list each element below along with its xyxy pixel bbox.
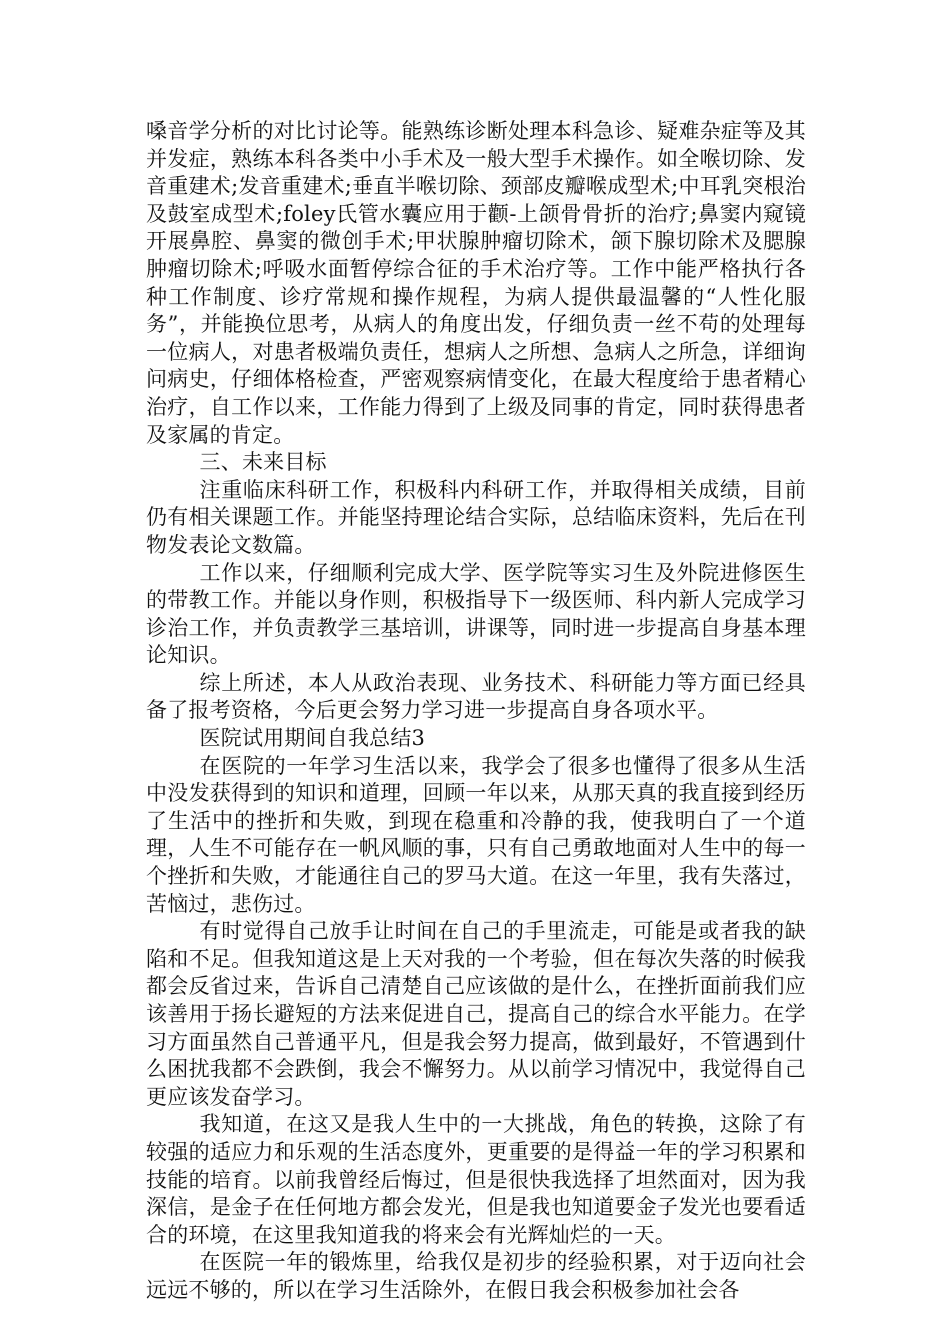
section-heading: 三、未来目标 — [199, 450, 327, 475]
paragraph: 工作以来，仔细顺利完成大学、医学院等实习生及外院进修医生的带教工作。并能以身作则，积极指导下一级医师、科内新人完成学习诊治工作，并负责教学三基培训，讲课等，同时进一步提高自身基本理论知识。 — [146, 560, 806, 668]
paragraph: 在医院的一年学习生活以来，我学会了很多也懂得了很多从生活中没发获得到的知识和道理，回顾一年以来，从那天真的我直接到经历了生活中的挫折和失败，到现在稳重和冷静的我，使我明白了一个道理，人生不可能存在一帆风顺的事，只有自己勇敢地面对人生中的每一个挫折和失败，才能通往自己的罗马大道。在这一年里，我有失落过，苦恼过，悲伤过。 — [146, 753, 806, 916]
paragraph: 注重临床科研工作，积极科内科研工作，并取得相关成绩，目前仍有相关课题工作。并能坚持理论结合实际，总结临床资料，先后在刊物发表论文数篇。 — [146, 477, 806, 557]
document-body — [146, 118, 806, 1305]
paragraph: 在医院一年的锻炼里，给我仅是初步的经验积累，对于迈向社会远远不够的，所以在学习生活除外，在假日我会积极参加社会各 — [146, 1250, 806, 1302]
paragraph: 有时觉得自己放手让时间在自己的手里流走，可能是或者我的缺陷和不足。但我知道这是上天对我的一个考验，但在每次失落的时候我都会反省过来，告诉自己清楚自己应该做的是什么，在挫折面前我们应该善用于扬长避短的方法来促进自己，提高自己的综合水平能力。在学习方面虽然自己普通平凡，但是我会努力提高，做到最好，不管遇到什么困扰我都不会跌倒，我会不懈努力。从以前学习情况中，我觉得自己更应该发奋学习。 — [146, 919, 806, 1109]
section-heading: 医院试用期间自我总结3 — [199, 726, 426, 751]
paragraph: 我知道，在这又是我人生中的一大挑战，角色的转换，这除了有较强的适应力和乐观的生活态度外，更重要的是得益一年的学习积累和技能的培育。以前我曾经后悔过，但是很快我选择了坦然面对，因为我深信，是金子在任何地方都会发光，但是我也知道要金子发光也要看适合的环境，在这里我知道我的将来会有光辉灿烂的一天。 — [146, 1112, 806, 1247]
paragraph: 嗓音学分析的对比讨论等。能熟练诊断处理本科急诊、疑难杂症等及其并发症，熟练本科各类中小手术及一般大型手术操作。如全喉切除、发音重建术;发音重建术;垂直半喉切除、颈部皮瓣喉成型术;中耳乳突根治及鼓室成型术;foley氏管水囊应用于颧-上颌骨骨折的治疗;鼻窦内窥镜开展鼻腔、鼻窦的微创手术;甲状腺肿瘤切除术，颌下腺切除术及腮腺肿瘤切除术;呼吸水面暂停综合征的手术治疗等。工作中能严格执行各种工作制度、诊疗常规和操作规程，为病人提供最温馨的“人性化服务”，并能换位思考，从病人的角度出发，仔细负责一丝不苟的处理每一位病人，对患者极端负责任，想病人之所想、急病人之所急，详细询问病史，仔细体格检查，严密观察病情变化，在最大程度给于患者精心治疗，自工作以来，工作能力得到了上级及同事的肯定，同时获得患者及家属的肯定。 — [146, 119, 806, 447]
paragraph: 综上所述，本人从政治表现、业务技术、科研能力等方面已经具备了报考资格，今后更会努力学习进一步提高自身各项水平。 — [146, 670, 806, 723]
